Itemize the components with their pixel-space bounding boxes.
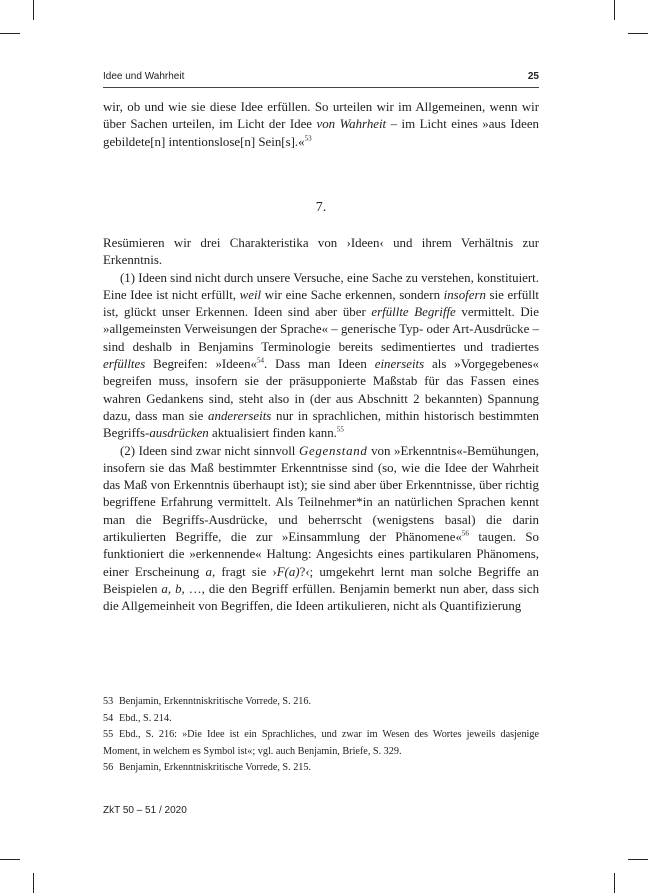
text-run: (1) Ideen sind nicht durch unsere Versuche, eine Sache zu verstehen, konstituiert. Eine Idee ist nicht erfüllt,: [103, 270, 539, 302]
text-run: aktualisiert finden kann.: [208, 426, 337, 441]
crop-mark: [628, 33, 648, 34]
emphasis: insofern: [443, 287, 486, 302]
footnote: [103, 760, 539, 777]
paragraph: [103, 270, 539, 443]
text-run: sie erfüllt ist, glückt unser Erkennen. Ideen sind aber über: [103, 287, 540, 320]
text-run: wir eine Sache erkennen, sondern: [261, 287, 444, 302]
footnote-number: 56: [103, 762, 114, 774]
emphasis: F(a): [276, 564, 300, 579]
section-number: 7.: [315, 200, 327, 215]
page-number: 25: [527, 71, 539, 82]
footnote-number: 53: [103, 696, 114, 707]
paragraph: [103, 235, 539, 270]
emphasis: weil: [239, 287, 262, 302]
text-run: fragt sie ›: [215, 564, 277, 579]
footnote-ref: 55: [336, 425, 344, 434]
footnote-number: 55: [103, 729, 114, 741]
text-run: . Dass man Ideen: [263, 357, 375, 372]
emphasis: andererseits: [208, 408, 272, 423]
emphasis: ausdrücken: [149, 426, 209, 441]
emphasis: erfülltes: [103, 357, 146, 372]
text-run: wir, ob und wie sie diese Idee erfüllen. So urteilen wir im Allgemeinen, wenn wir über Sachen urteilen, im Licht der Idee: [103, 100, 539, 132]
text-run: taugen. So funktioniert die »erkennende« Haltung: Angesichts eines partikularen Phänomens, einer Erscheinung: [103, 530, 539, 579]
paragraph: [103, 99, 539, 151]
crop-mark: [0, 33, 20, 34]
emphasis: a,: [205, 564, 216, 579]
text-run: von »Erkenntnis«-Bemühungen, insofern sie das Maß bestimmter Erkenntnisse sind (so, wie die Idee der Wahrheit das Maß von Erkenntnis überhaupt ist); sie sind aber über Erkenntnisse, über richtig begriffene Erfahrung vermittelt. Als Teilnehmer*in an natürlichen Sprachen kennt man die Begriffs-Ausdrücke, und beherrscht (wenigstens basal) die darin artikulierten Begriffe, die zur »Einsammlung der Phänomene«: [103, 443, 540, 545]
footnote-number: 54: [103, 712, 114, 724]
footnote-ref: 56: [461, 529, 469, 538]
footnote-ref: 54: [256, 356, 264, 365]
text-run: nur in sprachlichen, mithin historisch bestimmten Begriffs-: [103, 408, 539, 441]
footnote: [103, 711, 539, 728]
paragraph: [103, 443, 539, 616]
crop-mark: [33, 873, 34, 893]
crop-mark: [628, 859, 648, 860]
crop-mark: [0, 859, 20, 860]
text-run: ?‹; umgekehrt lernt man solche Begriffe an Beispielen: [103, 564, 539, 596]
footnote-text: Ebd., S. 214.: [119, 712, 172, 724]
emphasis: erfüllte Begriffe: [371, 305, 456, 320]
footnote-text: Benjamin, Erkenntniskritische Vorrede, S. 215.: [119, 762, 312, 774]
emphasis: von Wahrheit: [316, 117, 387, 132]
footnote: [103, 694, 539, 711]
running-title: Idee und Wahrheit: [103, 71, 185, 82]
crop-mark: [614, 0, 615, 20]
running-header: [103, 67, 539, 88]
text-run: als »Vorgegebenes« begreifen muss, insofern sie der präsupponierte Maßstab für das Fassen eines wahren Gedankens sind, steht also in (der aus Abschnitt 2 bekannten) Spannung dazu, dass man sie: [103, 357, 539, 423]
footnote-text: Benjamin, Erkenntniskritische Vorrede, S. 216.: [119, 696, 312, 707]
journal-footer: ZkT 50 – 51 / 2020: [103, 805, 187, 816]
footnote: [103, 727, 539, 760]
crop-mark: [33, 0, 34, 20]
text-run: Resümieren wir drei Charakteristika von ›Ideen‹ und ihrem Verhältnis zur Erkenntnis.: [103, 236, 539, 268]
text-run: Begreifen: »Ideen«: [145, 357, 257, 372]
text-run: (2) Ideen sind zwar nicht sinnvoll: [120, 443, 299, 458]
footnote-ref: 53: [304, 134, 312, 143]
main-text-continued: [103, 235, 539, 616]
footnote-text: Ebd., S. 216: »Die Idee ist ein Sprachliches, und zwar im Wesen des Wortes jeweils dasjenige Moment, in welchem es Symbol ist«; vgl. auch Benjamin, Briefe, S. 329.: [103, 729, 539, 757]
text-run: – im Licht eines »aus Ideen gebildete[n] intentionslose[n] Sein[s].«: [103, 117, 539, 149]
footnotes: [103, 694, 539, 777]
emphasis: a, b,: [161, 581, 185, 596]
emphasis: einerseits: [374, 357, 425, 372]
main-text: [103, 99, 539, 151]
emphasis: Gegenstand: [298, 443, 368, 458]
crop-mark: [614, 873, 615, 893]
text-run: vermittelt. Die »allgemeinsten Verweisungen der Sprache« – generische Typ- oder Art-Ausdrücke – sind deshalb in Benjamins Terminologie bereits sedimentiertes und tradiertes: [103, 305, 539, 354]
text-run: …, die den Begriff erfüllen. Benjamin bemerkt nun aber, dass sich die Allgemeinheit von Begriffen, die Ideen artikulieren, nicht als Quantifizierung: [103, 581, 540, 614]
